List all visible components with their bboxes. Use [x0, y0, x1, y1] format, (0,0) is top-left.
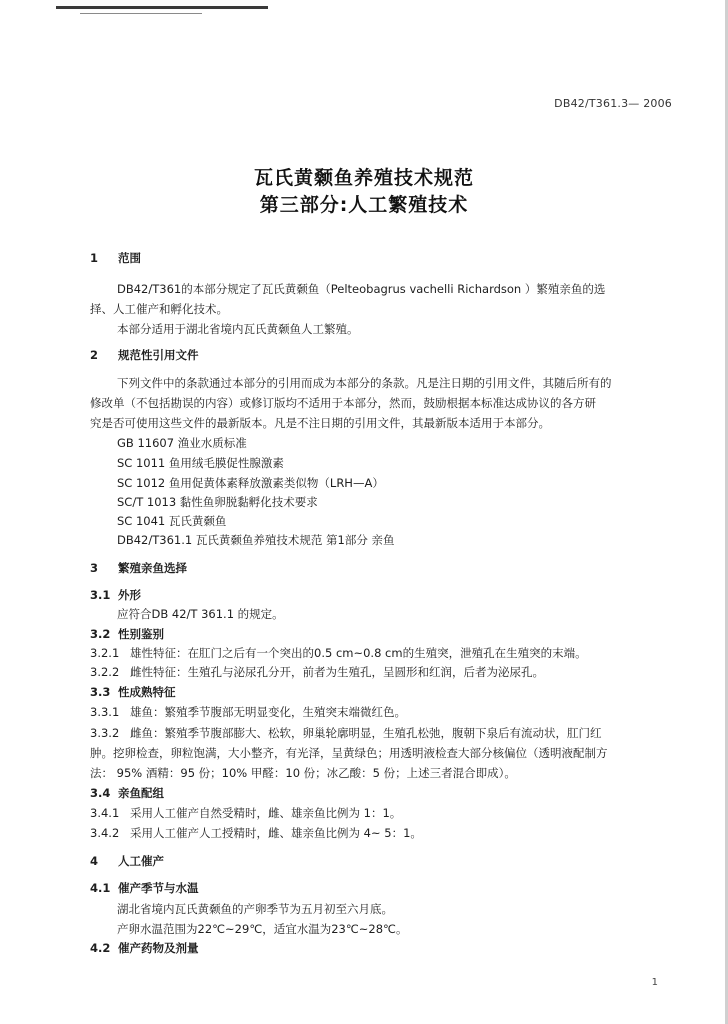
clause-body: 雄鱼：繁殖季节腹部无明显变化，生殖突末端微红色。	[130, 705, 406, 719]
section-3-2-2	[90, 664, 544, 680]
section-2-paragraph-b: 修改单（不包括勘误的内容）或修订版均不适用于本部分，然而，鼓励根据本标准达成协议的各方研	[90, 396, 596, 410]
top-scan-rule-thin	[80, 13, 202, 14]
section-1-heading	[90, 250, 141, 266]
section-3-1-body: 应符合DB 42/T 361.1 的规定。	[117, 607, 284, 621]
reference-item: SC 1011 鱼用绒毛膜促性腺激素	[117, 456, 284, 470]
section-4-2-heading	[90, 940, 199, 956]
section-number: 4.1	[90, 881, 111, 895]
section-title: 性成熟特征	[118, 685, 176, 699]
section-title: 人工催产	[118, 854, 164, 868]
section-3-4-heading	[90, 785, 164, 801]
section-number: 3.4	[90, 786, 111, 800]
section-3-heading	[90, 560, 187, 576]
section-4-heading	[90, 853, 164, 869]
section-3-2-heading	[90, 626, 164, 642]
section-title: 繁殖亲鱼选择	[118, 561, 187, 575]
clause-number: 3.2.2	[90, 665, 120, 679]
clause-number: 3.4.1	[90, 806, 120, 820]
section-3-3-2-cont-2: 法： 95% 酒精：95 份；10% 甲醛：10 份；冰乙酸：5 份；上述三者混合即成）。	[90, 766, 516, 780]
section-title: 催产药物及剂量	[118, 941, 199, 955]
reference-item: SC/T 1013 黏性鱼卵脱黏孵化技术要求	[117, 495, 318, 509]
reference-item: SC 1041 瓦氏黄颡鱼	[117, 514, 227, 528]
document-title: 瓦氏黄颡鱼养殖技术规范	[253, 167, 474, 189]
section-3-3-heading	[90, 684, 176, 700]
clause-number: 3.4.2	[90, 826, 120, 840]
clause-body: 采用人工催产自然受精时，雌、雄亲鱼比例为 1：1。	[130, 806, 402, 820]
clause-body: 雌性特征：生殖孔与泌尿孔分开，前者为生殖孔，呈圆形和红润，后者为泌尿孔。	[130, 665, 544, 679]
clause-number: 3.2.1	[90, 646, 120, 660]
section-title: 规范性引用文件	[118, 348, 199, 362]
reference-item: DB42/T361.1 瓦氏黄颡鱼养殖技术规范 第1部分 亲鱼	[117, 533, 395, 547]
document-subtitle: 第三部分:人工繁殖技术	[259, 194, 469, 216]
section-title: 外形	[118, 588, 141, 602]
section-number: 1	[90, 251, 99, 265]
section-title: 范围	[118, 251, 141, 265]
page-number: 1	[651, 977, 658, 988]
section-number: 4.2	[90, 941, 111, 955]
standard-code: DB42/T361.3— 2006	[554, 97, 672, 110]
top-scan-rule	[56, 6, 268, 9]
section-3-1-heading	[90, 587, 141, 603]
section-3-3-2	[90, 725, 602, 741]
section-4-1-heading	[90, 880, 199, 896]
section-2-heading	[90, 347, 199, 363]
section-1-paragraph-1b: 择、人工催产和孵化技术。	[90, 302, 228, 316]
section-title: 性别鉴别	[118, 627, 164, 641]
section-4-1-paragraph-1: 湖北省境内瓦氏黄颡鱼的产卵季节为五月初至六月底。	[117, 902, 393, 916]
section-title: 亲鱼配组	[118, 786, 164, 800]
reference-item: GB 11607 渔业水质标准	[117, 436, 247, 450]
clause-body: 雌鱼：繁殖季节腹部膨大、松软，卵巢轮廓明显，生殖孔松弛，腹朝下泉后有流动状，肛门红	[130, 726, 602, 740]
section-2-paragraph-a: 下列文件中的条款通过本部分的引用而成为本部分的条款。凡是注日期的引用文件，其随后所有的	[117, 376, 612, 390]
section-number: 3.2	[90, 627, 111, 641]
clause-number: 3.3.1	[90, 705, 120, 719]
section-3-3-1	[90, 704, 406, 720]
section-title: 催产季节与水温	[118, 881, 199, 895]
clause-body: 雄性特征：在肛门之后有一个突出的0.5 cm~0.8 cm的生殖突，泄殖孔在生殖突的末端。	[130, 646, 587, 660]
section-number: 2	[90, 348, 99, 362]
section-number: 4	[90, 854, 99, 868]
section-3-4-1	[90, 805, 401, 821]
section-3-4-2	[90, 825, 422, 841]
section-1-paragraph-1a: DB42/T361的本部分规定了瓦氏黄颡鱼（Pelteobagrus vachelli Richardson ）繁殖亲鱼的选	[117, 282, 606, 296]
section-1-paragraph-2: 本部分适用于湖北省境内瓦氏黄颡鱼人工繁殖。	[117, 322, 359, 336]
reference-item: SC 1012 鱼用促黄体素释放激素类似物（LRH—A）	[117, 476, 384, 490]
section-3-2-1	[90, 645, 587, 661]
section-3-3-2-cont-1: 肿。挖卵检查，卵粒饱满，大小整齐，有光泽，呈黄绿色；用透明液检查大部分核偏位（透明液配制方	[90, 746, 608, 760]
section-number: 3.1	[90, 588, 111, 602]
section-number: 3.3	[90, 685, 111, 699]
section-number: 3	[90, 561, 99, 575]
section-2-paragraph-c: 究是否可使用这些文件的最新版本。凡是不注日期的引用文件，其最新版本适用于本部分。	[90, 416, 550, 430]
section-4-1-paragraph-2: 产卵水温范围为22℃~29℃，适宜水温为23℃~28℃。	[117, 922, 408, 936]
clause-body: 采用人工催产人工授精时，雌、雄亲鱼比例为 4~ 5：1。	[130, 826, 422, 840]
clause-number: 3.3.2	[90, 726, 120, 740]
